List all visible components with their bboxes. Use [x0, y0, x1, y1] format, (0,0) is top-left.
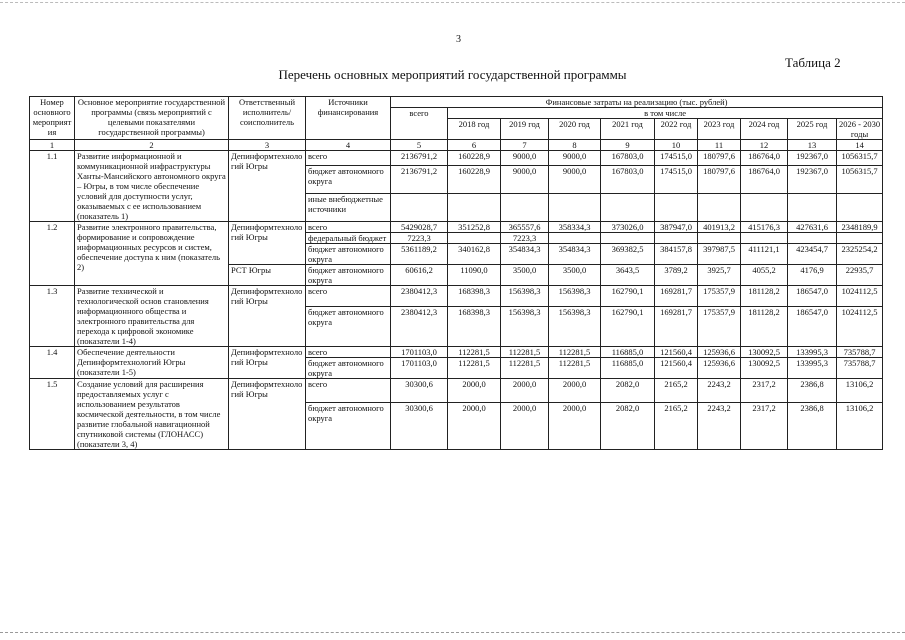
funding-value	[448, 193, 501, 221]
funding-value: 180797,6	[698, 151, 741, 166]
funding-value	[501, 193, 549, 221]
funding-value: 11090,0	[448, 265, 501, 286]
funding-value: 181128,2	[741, 306, 788, 346]
funding-value: 735788,7	[837, 358, 883, 379]
funding-value: 13106,2	[837, 403, 883, 450]
funding-value	[741, 193, 788, 221]
funding-value: 365557,6	[501, 222, 549, 233]
funding-value: 735788,7	[837, 347, 883, 358]
funding-value: 2380412,3	[391, 306, 448, 346]
funding-value: 2325254,2	[837, 244, 883, 265]
header-year: 2025 год	[788, 119, 837, 140]
funding-value: 373026,0	[601, 222, 655, 233]
measures-table	[29, 96, 883, 450]
funding-value: 1701103,0	[391, 347, 448, 358]
funding-value: 9000,0	[549, 151, 601, 166]
column-number: 4	[306, 140, 391, 151]
header-number: Номер основного мероприятия	[30, 97, 75, 140]
funding-value: 186547,0	[788, 286, 837, 307]
funding-value: 60616,2	[391, 265, 448, 286]
measure-description: Развитие технической и технологической основ становления информационного общества и электронного правительства для перехода к цифровой экономике (показатели 1-4)	[75, 286, 229, 347]
funding-value	[788, 193, 837, 221]
funding-value: 2136791,2	[391, 151, 448, 166]
funding-value	[549, 193, 601, 221]
funding-value: 186764,0	[741, 165, 788, 193]
funding-value: 168398,3	[448, 306, 501, 346]
header-responsible: Ответственный исполнитель/соисполнитель	[229, 97, 306, 140]
funding-value	[788, 233, 837, 244]
header-year: 2026 - 2030 годы	[837, 119, 883, 140]
funding-value: 423454,7	[788, 244, 837, 265]
funding-value: 2000,0	[448, 403, 501, 450]
header-financial-costs: Финансовые затраты на реализацию (тыс. рублей)	[391, 97, 883, 108]
funding-value: 175357,9	[698, 306, 741, 346]
funding-value	[837, 193, 883, 221]
funding-value: 354834,3	[501, 244, 549, 265]
funding-value: 1024112,5	[837, 286, 883, 307]
funding-value: 2386,8	[788, 403, 837, 450]
funding-value: 112281,5	[501, 358, 549, 379]
funding-value: 125936,6	[698, 347, 741, 358]
funding-value: 427631,6	[788, 222, 837, 233]
funding-value	[601, 193, 655, 221]
funding-value: 2317,2	[741, 403, 788, 450]
responsible-executor: Депинформтехнологий Югры	[229, 347, 306, 379]
funding-value: 168398,3	[448, 286, 501, 307]
funding-value: 1056315,7	[837, 165, 883, 193]
funding-value: 22935,7	[837, 265, 883, 286]
responsible-executor: Депинформтехнологий Югры	[229, 222, 306, 265]
funding-value: 133995,3	[788, 347, 837, 358]
funding-value: 192367,0	[788, 165, 837, 193]
header-year: 2019 год	[501, 119, 549, 140]
header-including: в том числе	[448, 108, 883, 119]
funding-value: 130092,5	[741, 358, 788, 379]
page-number: 3	[456, 34, 461, 45]
funding-value: 354834,3	[549, 244, 601, 265]
funding-value: 415176,3	[741, 222, 788, 233]
column-number: 10	[655, 140, 698, 151]
funding-value: 160228,9	[448, 165, 501, 193]
measure-description: Развитие электронного правительства, формирование и сопровождение информационных ресурсов и систем, обеспечение доступа к ним (показатель 2)	[75, 222, 229, 286]
header-total: всего	[391, 108, 448, 140]
funding-value: 30300,6	[391, 403, 448, 450]
funding-value: 7223,3	[391, 233, 448, 244]
funding-value: 156398,3	[501, 286, 549, 307]
funding-value: 9000,0	[549, 165, 601, 193]
funding-value	[698, 233, 741, 244]
funding-value: 13106,2	[837, 379, 883, 403]
measure-number: 1.1	[30, 151, 75, 222]
funding-value: 30300,6	[391, 379, 448, 403]
funding-value: 169281,7	[655, 306, 698, 346]
funding-value: 7223,3	[501, 233, 549, 244]
funding-value: 121560,4	[655, 347, 698, 358]
measure-number: 1.2	[30, 222, 75, 286]
funding-value: 167803,0	[601, 151, 655, 166]
funding-source: бюджет автономного округа	[306, 244, 391, 265]
table-row	[30, 379, 883, 403]
funding-source: иные внебюджетные источники	[306, 193, 391, 221]
funding-value	[741, 233, 788, 244]
funding-value	[698, 193, 741, 221]
funding-value: 5429028,7	[391, 222, 448, 233]
column-number: 7	[501, 140, 549, 151]
header-year: 2021 год	[601, 119, 655, 140]
funding-value: 169281,7	[655, 286, 698, 307]
funding-value: 2082,0	[601, 379, 655, 403]
table-row	[30, 151, 883, 166]
funding-value: 2380412,3	[391, 286, 448, 307]
funding-source: всего	[306, 379, 391, 403]
funding-source: федеральный бюджет	[306, 233, 391, 244]
funding-value: 2000,0	[549, 403, 601, 450]
funding-source: бюджет автономного округа	[306, 265, 391, 286]
funding-source: бюджет автономного округа	[306, 306, 391, 346]
funding-value: 2317,2	[741, 379, 788, 403]
funding-value: 116885,0	[601, 358, 655, 379]
column-numbers-row	[30, 140, 883, 151]
column-number: 6	[448, 140, 501, 151]
funding-value	[448, 233, 501, 244]
column-number: 3	[229, 140, 306, 151]
funding-value: 162790,1	[601, 306, 655, 346]
funding-value: 180797,6	[698, 165, 741, 193]
funding-value: 2386,8	[788, 379, 837, 403]
funding-value: 175357,9	[698, 286, 741, 307]
funding-value: 2000,0	[448, 379, 501, 403]
funding-value: 2136791,2	[391, 165, 448, 193]
funding-value: 130092,5	[741, 347, 788, 358]
measure-number: 1.5	[30, 379, 75, 450]
funding-value: 5361189,2	[391, 244, 448, 265]
table-row	[30, 347, 883, 358]
header-year: 2020 год	[549, 119, 601, 140]
funding-value: 2000,0	[549, 379, 601, 403]
funding-value: 156398,3	[549, 286, 601, 307]
funding-value: 1024112,5	[837, 306, 883, 346]
funding-value: 411121,1	[741, 244, 788, 265]
funding-value: 2165,2	[655, 379, 698, 403]
funding-value: 3925,7	[698, 265, 741, 286]
column-number: 8	[549, 140, 601, 151]
funding-value: 340162,8	[448, 244, 501, 265]
funding-value	[549, 233, 601, 244]
funding-value: 384157,8	[655, 244, 698, 265]
funding-source: всего	[306, 151, 391, 166]
column-number: 1	[30, 140, 75, 151]
funding-value: 112281,5	[448, 358, 501, 379]
funding-value: 160228,9	[448, 151, 501, 166]
funding-value: 3500,0	[549, 265, 601, 286]
funding-value: 121560,4	[655, 358, 698, 379]
funding-value: 125936,6	[698, 358, 741, 379]
table-row	[30, 286, 883, 307]
funding-value: 174515,0	[655, 165, 698, 193]
funding-value: 162790,1	[601, 286, 655, 307]
header-sources: Источники финансирования	[306, 97, 391, 140]
funding-value: 112281,5	[549, 347, 601, 358]
header-measure: Основное мероприятие государственной программы (связь мероприятий с целевыми показателями государственной программы)	[75, 97, 229, 140]
table-body	[30, 97, 883, 450]
funding-value: 156398,3	[549, 306, 601, 346]
funding-value: 156398,3	[501, 306, 549, 346]
top-scan-edge	[0, 2, 905, 3]
funding-value	[655, 233, 698, 244]
responsible-executor: РСТ Югры	[229, 265, 306, 286]
funding-value	[601, 233, 655, 244]
funding-value	[655, 193, 698, 221]
funding-value: 358334,3	[549, 222, 601, 233]
column-number: 5	[391, 140, 448, 151]
funding-value: 2348189,9	[837, 222, 883, 233]
funding-value: 167803,0	[601, 165, 655, 193]
header-year: 2018 год	[448, 119, 501, 140]
column-number: 11	[698, 140, 741, 151]
table-label: Таблица 2	[785, 55, 841, 70]
funding-value: 4176,9	[788, 265, 837, 286]
funding-value: 2165,2	[655, 403, 698, 450]
funding-value	[391, 193, 448, 221]
measure-description: Развитие информационной и коммуникационной инфраструктуры Ханты-Мансийского автономного округа – Югры, в том числе обеспечение условий для доступности услуг, оказываемых с ее использованием (показатель 1)	[75, 151, 229, 222]
funding-source: всего	[306, 347, 391, 358]
funding-value: 186547,0	[788, 306, 837, 346]
funding-value: 4055,2	[741, 265, 788, 286]
measure-description: Обеспечение деятельности Депинформтехнологий Югры (показатели 1-5)	[75, 347, 229, 379]
header-row	[30, 97, 883, 108]
funding-value	[837, 233, 883, 244]
responsible-executor: Депинформтехнологий Югры	[229, 151, 306, 222]
column-number: 2	[75, 140, 229, 151]
table-row	[30, 222, 883, 233]
funding-value: 3789,2	[655, 265, 698, 286]
funding-value: 2082,0	[601, 403, 655, 450]
funding-value: 174515,0	[655, 151, 698, 166]
funding-source: всего	[306, 222, 391, 233]
funding-value: 369382,5	[601, 244, 655, 265]
column-number: 13	[788, 140, 837, 151]
funding-value: 9000,0	[501, 165, 549, 193]
funding-value: 351252,8	[448, 222, 501, 233]
column-number: 12	[741, 140, 788, 151]
funding-source: всего	[306, 286, 391, 307]
document-title: Перечень основных мероприятий государственной программы	[278, 67, 627, 82]
funding-source: бюджет автономного округа	[306, 358, 391, 379]
funding-value: 192367,0	[788, 151, 837, 166]
funding-value: 401913,2	[698, 222, 741, 233]
funding-source: бюджет автономного округа	[306, 403, 391, 450]
measure-number: 1.4	[30, 347, 75, 379]
funding-value: 133995,3	[788, 358, 837, 379]
measure-number: 1.3	[30, 286, 75, 347]
column-number: 9	[601, 140, 655, 151]
funding-source: бюджет автономного округа	[306, 165, 391, 193]
column-number: 14	[837, 140, 883, 151]
funding-value: 9000,0	[501, 151, 549, 166]
funding-value: 112281,5	[501, 347, 549, 358]
funding-value: 112281,5	[549, 358, 601, 379]
header-year: 2022 год	[655, 119, 698, 140]
header-year: 2024 год	[741, 119, 788, 140]
funding-value: 1056315,7	[837, 151, 883, 166]
header-year: 2023 год	[698, 119, 741, 140]
funding-value: 2243,2	[698, 403, 741, 450]
funding-value: 3500,0	[501, 265, 549, 286]
funding-value: 3643,5	[601, 265, 655, 286]
funding-value: 116885,0	[601, 347, 655, 358]
funding-value: 181128,2	[741, 286, 788, 307]
measure-description: Создание условий для расширения предоставляемых услуг с использованием результатов космической деятельности, в том числе развитие глобальной навигационной спутниковой системы (ГЛОНАСС) (показатели 3, 4)	[75, 379, 229, 450]
funding-value: 112281,5	[448, 347, 501, 358]
funding-value: 387947,0	[655, 222, 698, 233]
funding-value: 2243,2	[698, 379, 741, 403]
funding-value: 2000,0	[501, 379, 549, 403]
funding-value: 2000,0	[501, 403, 549, 450]
responsible-executor: Депинформтехнологий Югры	[229, 286, 306, 347]
funding-value: 186764,0	[741, 151, 788, 166]
bottom-scan-edge	[0, 632, 905, 633]
funding-value: 397987,5	[698, 244, 741, 265]
funding-value: 1701103,0	[391, 358, 448, 379]
responsible-executor: Депинформтехнологий Югры	[229, 379, 306, 450]
